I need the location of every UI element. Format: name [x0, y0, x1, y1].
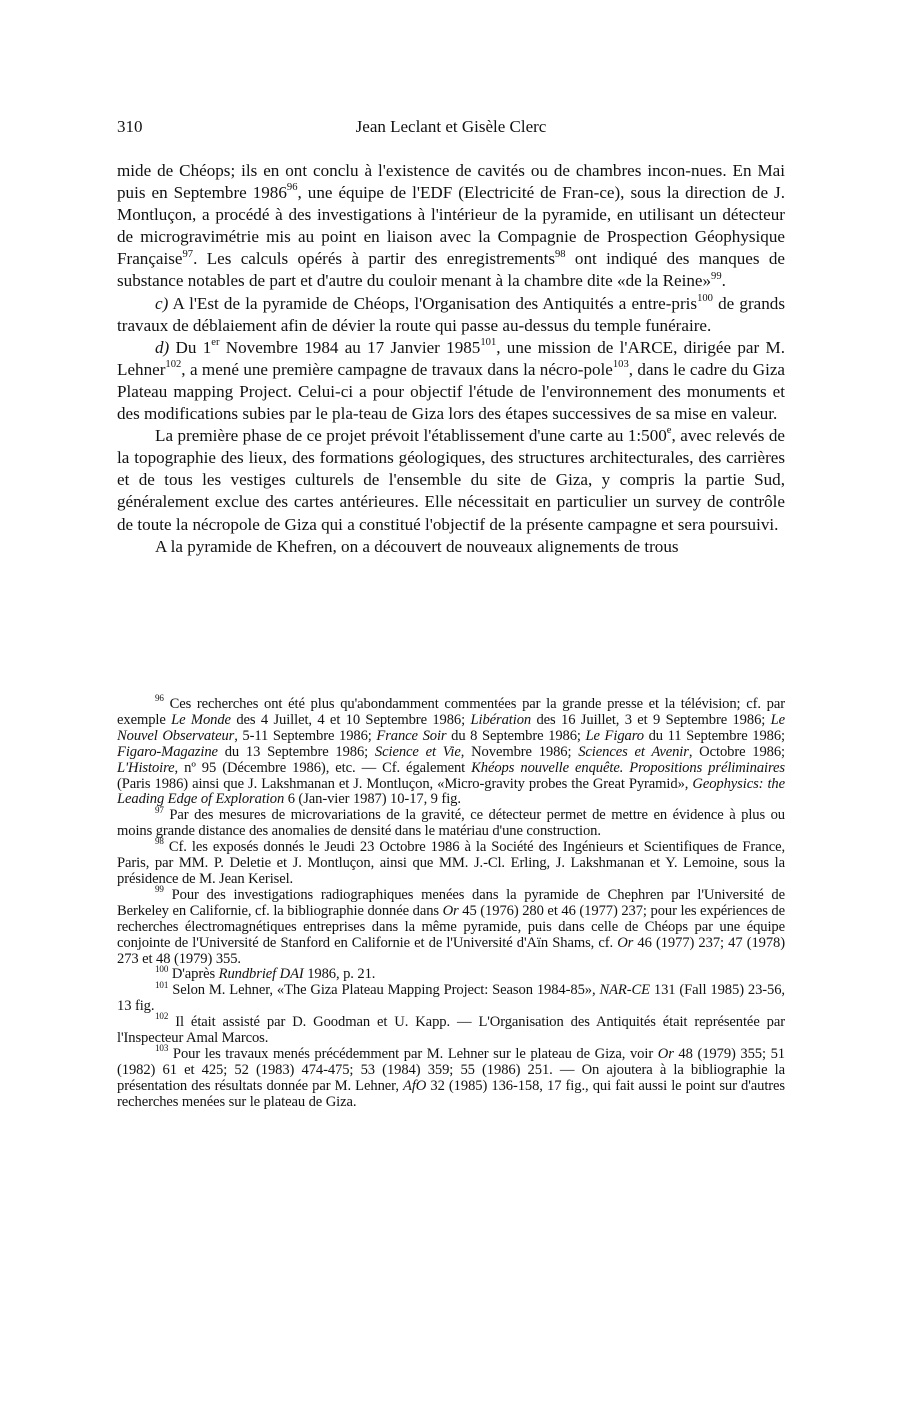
italic-text: Le Figaro — [585, 727, 644, 744]
text-run: (Paris 1986) ainsi que J. Lakshmanan et J. Montluçon, «Micro-gravity probes the Great Pyramid», — [117, 775, 693, 792]
text-run: Du 1 — [169, 337, 212, 357]
text-run: Pour des investigations radiographiques menées dans la pyramide de Chephren par l'Université de Berkeley en Californie, cf. la bibliographie donnée dans — [117, 886, 785, 919]
running-head: Jean Leclant et Gisèle Clerc — [355, 117, 547, 136]
note-reference: er — [211, 337, 220, 349]
text-run: Ces recherches ont été plus qu'abondamment commentées par la grande presse et la télévision; cf. par exemple — [117, 696, 785, 728]
page-number: 310 — [117, 117, 143, 136]
italic-text: Or — [657, 1045, 674, 1062]
italic-text: France Soir — [376, 727, 447, 744]
note-reference: 103 — [155, 1043, 169, 1054]
text-run: 32 (1985) 136-158, 17 fig., qui fait aussi le point sur d'autres recherches menées sur le plateau de Giza. — [117, 1077, 785, 1110]
text-run: 131 (Fall 1985) 23-56, 13 fig. — [117, 982, 785, 1015]
text-run: Novembre 1984 au 17 Janvier 1985 — [219, 337, 481, 357]
footnote-8 — [117, 1043, 786, 1111]
note-reference: 97 — [182, 248, 194, 260]
italic-text: Le Nouvel Observateur — [117, 711, 786, 744]
note-reference: 103 — [612, 359, 629, 371]
note-reference: 99 — [155, 884, 164, 895]
body-paragraph-2 — [117, 293, 785, 337]
text-run: , Octobre 1986; — [688, 743, 786, 760]
text-run: D'après — [168, 966, 219, 983]
text-run: , nº 95 (Décembre 1986), etc. — Cf. également — [174, 759, 472, 776]
italic-text: Geophysics: the Leading Edge of Exploration — [117, 775, 785, 808]
italic-text: Le Monde — [171, 711, 231, 728]
text-run: . — [721, 271, 726, 291]
italic-text: Or — [442, 902, 459, 919]
italic-text: L'Histoire — [117, 759, 175, 776]
note-reference: 99 — [711, 270, 722, 282]
note-reference: 96 — [155, 693, 164, 704]
footnote-4 — [117, 884, 786, 968]
note-reference: 102 — [165, 359, 182, 371]
note-reference: 101 — [155, 979, 169, 990]
footnotes — [117, 693, 786, 1111]
footnote-5 — [117, 963, 785, 983]
body-paragraph-4 — [117, 425, 785, 535]
text-run: , a mené une première campagne de travaux dans la nécro-pole — [181, 359, 613, 379]
text-run: Cf. les exposés donnés le Jeudi 23 Octobre 1986 à la Société des Ingénieurs et Scientifiques de France, Paris, par MM. P. Deletie et J. Montluçon, ainsi que MM. J.-Cl. Erling, J. Lakshmanan et Y. Lemoine, sous la présidence de M. Jean Kerisel. — [117, 839, 785, 887]
footnote-2 — [117, 804, 785, 840]
text-run: , dans le cadre du Giza Plateau mapping Project. Celui-ci a pour objectif l'étude de l'environnement des monuments et des modifications subies par le pla-teau de Giza lors des étapes successives de sa mise en valeur. — [117, 359, 785, 424]
text-run: ont indiqué des manques de substance notables de part et d'autre du couloir menant à la chambre dite «de la Reine» — [117, 249, 785, 291]
text-run: 46 (1977) 237; 47 (1978) 273 et 48 (1979) 355. — [117, 934, 785, 967]
footnote-6 — [117, 979, 785, 1015]
text-run: A l'Est de la pyramide de Chéops, l'Organisation des Antiquités a entre-pris — [168, 293, 698, 313]
note-reference: 98 — [554, 248, 566, 260]
note-reference: 102 — [155, 1011, 169, 1022]
text-run: Pour les travaux menés précédemment par M. Lehner sur le plateau de Giza, voir — [168, 1045, 658, 1062]
text-run: . Les calculs opérés à partir des enregistrements — [193, 249, 555, 269]
italic-text: Sciences et Avenir — [578, 743, 689, 760]
text-run: du 8 Septembre 1986; — [446, 727, 586, 744]
text-run: mide de Chéops; ils en ont conclu à l'existence de cavités ou de chambres incon-nues. En Mai puis en Septembre 1986 — [117, 161, 785, 203]
text-run: Par des mesures de microvariations de la gravité, ce détecteur permet de mettre en évidence à plus ou moins grande distance des anomalies de densité dans le matériau d'une construction. — [117, 807, 785, 840]
italic-text: Libération — [470, 711, 532, 728]
note-reference: e — [666, 425, 672, 437]
text-run: du 11 Septembre 1986; — [643, 727, 785, 744]
italic-text: Khéops nouvelle enquête. Propositions préliminaires — [471, 759, 785, 776]
italic-text: d) — [155, 337, 170, 357]
text-run: Il était assisté par D. Goodman et U. Kapp. — L'Organisation des Antiquités était représentée par l'Inspecteur Amal Marcos. — [117, 1014, 785, 1047]
italic-text: c) — [155, 293, 169, 313]
text-run: du 13 Septembre 1986; — [217, 743, 375, 760]
page-header — [117, 116, 785, 138]
text-run: 6 (Jan-vier 1987) 10-17, 9 fig. — [284, 791, 461, 808]
italic-text: Figaro-Magazine — [117, 743, 218, 760]
text-run: 45 (1976) 280 et 46 (1977) 237; pour les expériences de recherches électromagnétiques entreprises dans la même pyramide, puis dans celle de Chéops par une équipe conjointe de l'Université de Stanford en Californie et de l'Université d'Aïn Shams, cf. — [117, 902, 786, 951]
footnote-7 — [117, 1011, 785, 1047]
note-reference: 96 — [286, 182, 298, 194]
text-run: , avec relevés de la topographie des lieux, des formations géologiques, des structures architecturales, des carrières et de tous les vestiges culturels de l'ensemble du site de Giza, y compris la partie Sud, généralement exclue des cartes antérieures. Elle nécessitait en particulier un survey de contrôle de toute la nécropole de Giza qui a constitué l'objectif de la présente campagne et sera poursuivi. — [117, 426, 785, 534]
note-reference: 98 — [155, 836, 164, 847]
body-paragraph-5 — [117, 536, 785, 558]
text-run: , une équipe de l'EDF (Electricité de Fran-ce), sous la direction de J. Montluçon, a procédé à des investigations à l'intérieur de la pyramide, en utilisant un détecteur de microgravimétrie mis au point en liaison avec la Compagnie de Prospection Géophysique Française — [117, 183, 785, 269]
text-run: La première phase de ce projet prévoit l'établissement d'une carte au 1:500 — [155, 426, 667, 446]
text-run: Selon M. Lehner, «The Giza Plateau Mapping Project: Season 1984-85», — [168, 982, 600, 999]
text-run: , 5-11 Septembre 1986; — [234, 727, 377, 744]
italic-text: Science et Vie — [374, 743, 461, 760]
text-run: , une mission de l'ARCE, dirigée par M. Lehner — [117, 337, 785, 379]
text-run: A la pyramide de Khefren, on a découvert de nouveaux alignements de trous — [155, 536, 679, 556]
italic-text: AfO — [403, 1077, 427, 1094]
note-reference: 100 — [155, 963, 169, 974]
note-reference: 101 — [480, 337, 497, 349]
footnote-3 — [117, 836, 785, 888]
note-reference: 100 — [697, 292, 713, 304]
italic-text: NAR-CE — [599, 982, 650, 999]
text-run: de grands travaux de déblaiement afin de dévier la route qui passe au-dessus du temple funéraire. — [117, 293, 785, 335]
italic-text: Rundbrief DAI — [218, 966, 304, 983]
main-text — [117, 160, 785, 558]
text-run: 1986, p. 21. — [303, 966, 376, 983]
text-run: , Novembre 1986; — [460, 743, 579, 760]
body-paragraph-3 — [117, 337, 785, 425]
text-run: 48 (1979) 355; 51 (1982) 61 et 425; 52 (1983) 474-475; 53 (1984) 359; 55 (1986) 251. — On ajoutera à la bibliographie la présentation des résultats donnée par M. Lehner, — [117, 1045, 786, 1094]
text-run: des 16 Juillet, 3 et 9 Septembre 1986; — [531, 711, 771, 728]
footnote-1 — [117, 693, 786, 808]
text-run: des 4 Juillet, 4 et 10 Septembre 1986; — [230, 711, 471, 728]
note-reference: 97 — [155, 804, 164, 815]
italic-text: Or — [617, 934, 634, 951]
body-paragraph-1 — [117, 160, 785, 293]
